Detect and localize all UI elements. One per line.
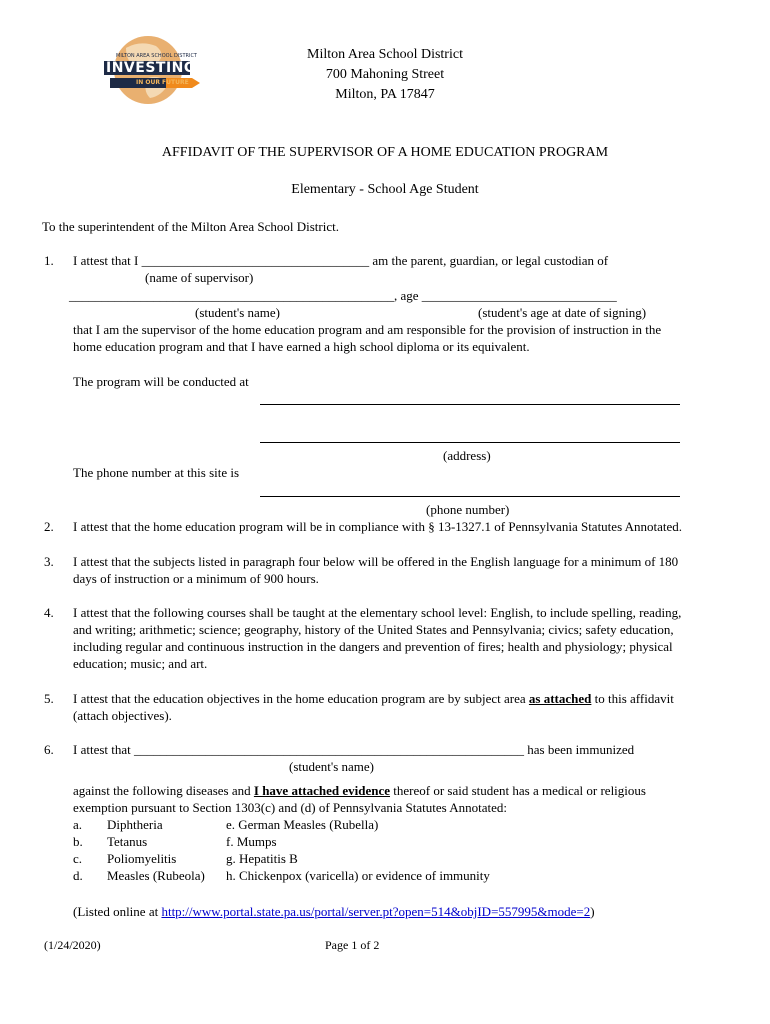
item-6-line-1[interactable]: I attest that ____________________________________________________________ has been immunized <box>73 742 635 757</box>
district-name: Milton Area School District <box>307 47 463 62</box>
listed-pre: (Listed online at <box>73 904 162 919</box>
logo-top-text: MILTON AREA SCHOOL DISTRICT <box>116 53 197 59</box>
disease-letter: d. <box>73 868 83 883</box>
item-5-text-post: to this affidavit <box>591 691 674 706</box>
item-4-number: 4. <box>44 605 54 620</box>
item-2-number: 2. <box>44 519 54 534</box>
phone-label: (phone number) <box>426 502 510 517</box>
document-title: AFFIDAVIT OF THE SUPERVISOR OF A HOME EDUCATION PROGRAM <box>161 145 609 160</box>
item-6-student-label: (student's name) <box>289 759 375 774</box>
item-1-number: 1. <box>44 253 54 268</box>
listed-online <box>73 903 595 920</box>
item-2-text: I attest that the home education program will be in compliance with § 13-1327.1 of Pennsylvania Statutes Annotated. <box>73 519 683 534</box>
student-age-label: (student's age at date of signing) <box>478 305 647 320</box>
logo-small-text: IN OUR FUTURE <box>136 79 189 86</box>
as-attached-emphasis: as attached <box>528 691 592 706</box>
item-5-line-2: (attach objectives). <box>73 708 172 723</box>
attached-evidence-emphasis: I have attached evidence <box>253 783 391 798</box>
document-subtitle: Elementary - School Age Student <box>291 182 479 197</box>
student-name-label: (student's name) <box>195 305 281 320</box>
listed-post: ) <box>590 904 595 919</box>
item-1-text-b: home education program and that I have earned a high school diploma or its equivalent. <box>73 339 530 354</box>
disease-name-right: g. Hepatitis B <box>226 851 298 866</box>
logo-main-text: INVESTING <box>106 60 196 76</box>
phone-text: The phone number at this site is <box>73 465 240 480</box>
disease-name-right: h. Chickenpox (varicella) or evidence of immunity <box>226 868 490 883</box>
item-6-text-a-post: thereof or said student has a medical or religious <box>390 783 646 798</box>
footer-date: (1/24/2020) <box>44 938 101 952</box>
item-1-text-a: that I am the supervisor of the home education program and am responsible for the provision of instruction in the <box>73 322 662 337</box>
district-city: Milton, PA 17847 <box>335 87 435 102</box>
item-5-line-1 <box>73 690 674 707</box>
item-4-line-4: education; music; and art. <box>73 656 208 671</box>
disease-letter: c. <box>73 851 83 866</box>
portal-link[interactable]: http://www.portal.state.pa.us/portal/server.pt?open=514&objID=557995&mode=2 <box>161 904 591 919</box>
item-5-text-pre: I attest that the education objectives in the home education program are by subject area <box>73 691 529 706</box>
district-logo <box>96 34 200 106</box>
item-4-line-2: and writing; arithmetic; science; geography, history of the United States and Pennsylvania; civics; safety education, <box>73 622 674 637</box>
district-street: 700 Mahoning Street <box>325 67 445 82</box>
item-5-number: 5. <box>44 691 54 706</box>
address-line-2[interactable] <box>260 442 680 443</box>
supervisor-name-label: (name of supervisor) <box>145 270 254 285</box>
item-6-text-b: exemption pursuant to Section 1303(c) and (d) of Pennsylvania Statutes Annotated: <box>73 800 507 815</box>
item-3-line-1: I attest that the subjects listed in paragraph four below will be offered in the English language for a minimum of 180 <box>73 554 679 569</box>
item-3-line-2: days of instruction or a minimum of 900 hours. <box>73 571 319 586</box>
disease-name: Measles (Rubeola) <box>107 868 205 883</box>
item-4-line-1: I attest that the following courses shall be taught at the elementary school level: English, to include spelling, reading, <box>73 605 682 620</box>
address-label: (address) <box>443 448 491 463</box>
disease-name: Poliomyelitis <box>107 851 177 866</box>
disease-letter: a. <box>73 817 83 832</box>
disease-letter: b. <box>73 834 83 849</box>
item-4-line-3: including regular and continuous instruction in the dangers and prevention of fires; health and physiology; physical <box>73 639 673 654</box>
student-age-line[interactable]: __________________________________________________, age ______________________________ <box>69 288 617 303</box>
disease-name-right: f. Mumps <box>226 834 277 849</box>
address-line-1[interactable] <box>260 404 680 405</box>
item-6-number: 6. <box>44 742 54 757</box>
salutation: To the superintendent of the Milton Area School District. <box>42 219 339 234</box>
disease-name: Diphtheria <box>107 817 163 832</box>
disease-name-right: e. German Measles (Rubella) <box>226 817 379 832</box>
item-6-text-a <box>73 782 646 799</box>
item-1-line[interactable]: I attest that I ___________________________________ am the parent, guardian, or legal custodian of <box>73 253 609 268</box>
footer-page: Page 1 of 2 <box>325 938 380 952</box>
item-3-number: 3. <box>44 554 54 569</box>
phone-line[interactable] <box>260 496 680 497</box>
program-location-text: The program will be conducted at <box>73 374 249 389</box>
disease-name: Tetanus <box>107 834 148 849</box>
item-6-text-a-pre: against the following diseases and <box>73 783 254 798</box>
